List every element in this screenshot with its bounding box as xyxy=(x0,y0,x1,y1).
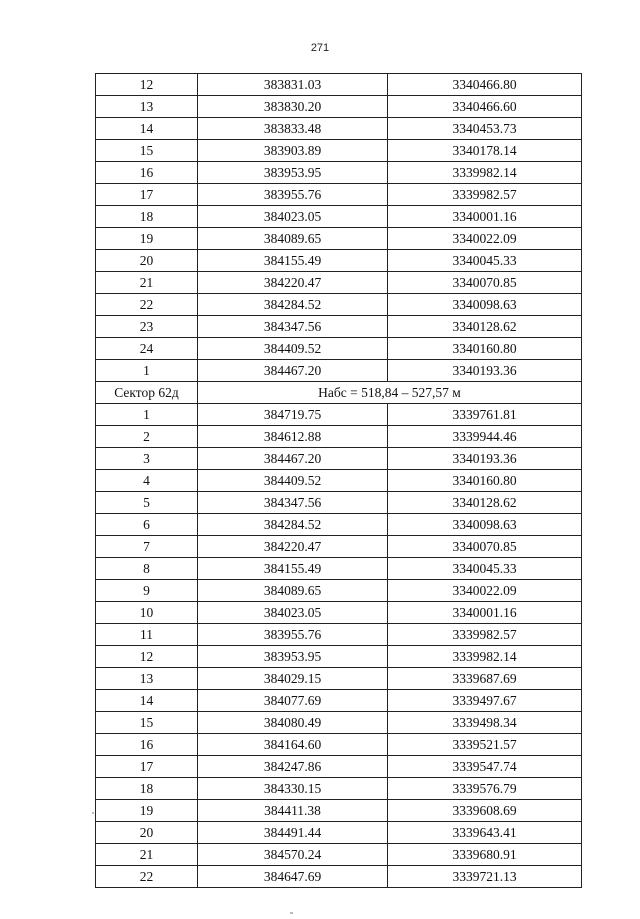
y-coordinate: 3340160.80 xyxy=(388,470,582,492)
point-number: 18 xyxy=(96,206,198,228)
page-number: 271 xyxy=(310,42,330,54)
coordinates-table xyxy=(95,73,582,888)
point-number: 18 xyxy=(96,778,198,800)
point-number: 13 xyxy=(96,668,198,690)
table-row xyxy=(96,184,582,206)
table-row xyxy=(96,316,582,338)
x-coordinate: 384570.24 xyxy=(198,844,388,866)
point-number: 3 xyxy=(96,448,198,470)
point-number: 22 xyxy=(96,294,198,316)
y-coordinate: 3340070.85 xyxy=(388,272,582,294)
table-row xyxy=(96,690,582,712)
point-number: 20 xyxy=(96,822,198,844)
table-row xyxy=(96,404,582,426)
point-number: 4 xyxy=(96,470,198,492)
x-coordinate: 383903.89 xyxy=(198,140,388,162)
table-row xyxy=(96,734,582,756)
table-row xyxy=(96,338,582,360)
point-number: 6 xyxy=(96,514,198,536)
point-number: 17 xyxy=(96,184,198,206)
x-coordinate: 384023.05 xyxy=(198,602,388,624)
y-coordinate: 3339982.57 xyxy=(388,184,582,206)
point-number: 21 xyxy=(96,272,198,294)
table-row xyxy=(96,536,582,558)
y-coordinate: 3339982.57 xyxy=(388,624,582,646)
y-coordinate: 3340466.60 xyxy=(388,96,582,118)
point-number: 1 xyxy=(96,404,198,426)
sector-label: Сектор 62д xyxy=(96,382,198,404)
y-coordinate: 3339982.14 xyxy=(388,162,582,184)
table-row xyxy=(96,778,582,800)
x-coordinate: 384467.20 xyxy=(198,448,388,470)
x-coordinate: 383955.76 xyxy=(198,624,388,646)
table-row xyxy=(96,140,582,162)
point-number: 19 xyxy=(96,228,198,250)
point-number: 2 xyxy=(96,426,198,448)
y-coordinate: 3339521.57 xyxy=(388,734,582,756)
y-coordinate: 3339721.13 xyxy=(388,866,582,888)
point-number: 22 xyxy=(96,866,198,888)
y-coordinate: 3339547.74 xyxy=(388,756,582,778)
table-row xyxy=(96,580,582,602)
scan-speck xyxy=(290,912,293,914)
x-coordinate: 384409.52 xyxy=(198,470,388,492)
y-coordinate: 3340453.73 xyxy=(388,118,582,140)
x-coordinate: 384089.65 xyxy=(198,580,388,602)
point-number: 13 xyxy=(96,96,198,118)
y-coordinate: 3340045.33 xyxy=(388,558,582,580)
x-coordinate: 384023.05 xyxy=(198,206,388,228)
x-coordinate: 384220.47 xyxy=(198,272,388,294)
table-row xyxy=(96,866,582,888)
scan-speck xyxy=(92,812,94,814)
table-row xyxy=(96,668,582,690)
x-coordinate: 384247.86 xyxy=(198,756,388,778)
x-coordinate: 384719.75 xyxy=(198,404,388,426)
table-row xyxy=(96,514,582,536)
point-number: 21 xyxy=(96,844,198,866)
x-coordinate: 384164.60 xyxy=(198,734,388,756)
table-row xyxy=(96,558,582,580)
y-coordinate: 3339576.79 xyxy=(388,778,582,800)
point-number: 10 xyxy=(96,602,198,624)
point-number: 15 xyxy=(96,140,198,162)
y-coordinate: 3340466.80 xyxy=(388,74,582,96)
table-row xyxy=(96,74,582,96)
table-row xyxy=(96,756,582,778)
table-row xyxy=(96,294,582,316)
table-row xyxy=(96,272,582,294)
x-coordinate: 384220.47 xyxy=(198,536,388,558)
x-coordinate: 384284.52 xyxy=(198,514,388,536)
sector-header-row xyxy=(96,382,582,404)
y-coordinate: 3339982.14 xyxy=(388,646,582,668)
x-coordinate: 384347.56 xyxy=(198,316,388,338)
table-row xyxy=(96,448,582,470)
y-coordinate: 3340001.16 xyxy=(388,206,582,228)
point-number: 16 xyxy=(96,734,198,756)
table-row xyxy=(96,712,582,734)
point-number: 5 xyxy=(96,492,198,514)
y-coordinate: 3340128.62 xyxy=(388,492,582,514)
x-coordinate: 384330.15 xyxy=(198,778,388,800)
point-number: 12 xyxy=(96,646,198,668)
point-number: 14 xyxy=(96,118,198,140)
y-coordinate: 3339944.46 xyxy=(388,426,582,448)
point-number: 20 xyxy=(96,250,198,272)
point-number: 8 xyxy=(96,558,198,580)
y-coordinate: 3340098.63 xyxy=(388,514,582,536)
table-row xyxy=(96,206,582,228)
point-number: 23 xyxy=(96,316,198,338)
point-number: 11 xyxy=(96,624,198,646)
point-number: 17 xyxy=(96,756,198,778)
x-coordinate: 384155.49 xyxy=(198,558,388,580)
y-coordinate: 3340045.33 xyxy=(388,250,582,272)
table-row xyxy=(96,470,582,492)
point-number: 9 xyxy=(96,580,198,602)
y-coordinate: 3340022.09 xyxy=(388,228,582,250)
point-number: 16 xyxy=(96,162,198,184)
y-coordinate: 3340001.16 xyxy=(388,602,582,624)
x-coordinate: 383830.20 xyxy=(198,96,388,118)
x-coordinate: 383831.03 xyxy=(198,74,388,96)
x-coordinate: 384029.15 xyxy=(198,668,388,690)
x-coordinate: 384155.49 xyxy=(198,250,388,272)
table-row xyxy=(96,822,582,844)
y-coordinate: 3340098.63 xyxy=(388,294,582,316)
y-coordinate: 3340193.36 xyxy=(388,448,582,470)
y-coordinate: 3339680.91 xyxy=(388,844,582,866)
x-coordinate: 384089.65 xyxy=(198,228,388,250)
x-coordinate: 384284.52 xyxy=(198,294,388,316)
y-coordinate: 3339498.34 xyxy=(388,712,582,734)
table-row xyxy=(96,800,582,822)
table-row xyxy=(96,162,582,184)
table-row xyxy=(96,360,582,382)
y-coordinate: 3339761.81 xyxy=(388,404,582,426)
table-row xyxy=(96,646,582,668)
point-number: 12 xyxy=(96,74,198,96)
x-coordinate: 383953.95 xyxy=(198,162,388,184)
x-coordinate: 384411.38 xyxy=(198,800,388,822)
y-coordinate: 3340022.09 xyxy=(388,580,582,602)
x-coordinate: 384077.69 xyxy=(198,690,388,712)
x-coordinate: 384080.49 xyxy=(198,712,388,734)
x-coordinate: 384491.44 xyxy=(198,822,388,844)
table-row xyxy=(96,228,582,250)
coordinates-table-body xyxy=(96,74,582,888)
point-number: 15 xyxy=(96,712,198,734)
table-row xyxy=(96,602,582,624)
y-coordinate: 3340160.80 xyxy=(388,338,582,360)
y-coordinate: 3340178.14 xyxy=(388,140,582,162)
table-row xyxy=(96,844,582,866)
sector-height-range: Набс = 518,84 – 527,57 м xyxy=(198,382,582,404)
table-row xyxy=(96,96,582,118)
table-row xyxy=(96,118,582,140)
point-number: 14 xyxy=(96,690,198,712)
x-coordinate: 384409.52 xyxy=(198,338,388,360)
y-coordinate: 3340070.85 xyxy=(388,536,582,558)
x-coordinate: 384347.56 xyxy=(198,492,388,514)
table-row xyxy=(96,250,582,272)
x-coordinate: 384612.88 xyxy=(198,426,388,448)
y-coordinate: 3340193.36 xyxy=(388,360,582,382)
x-coordinate: 384467.20 xyxy=(198,360,388,382)
point-number: 1 xyxy=(96,360,198,382)
y-coordinate: 3339687.69 xyxy=(388,668,582,690)
x-coordinate: 383953.95 xyxy=(198,646,388,668)
table-row xyxy=(96,624,582,646)
point-number: 7 xyxy=(96,536,198,558)
table-row xyxy=(96,426,582,448)
x-coordinate: 383833.48 xyxy=(198,118,388,140)
y-coordinate: 3339643.41 xyxy=(388,822,582,844)
table-row xyxy=(96,492,582,514)
point-number: 24 xyxy=(96,338,198,360)
y-coordinate: 3339497.67 xyxy=(388,690,582,712)
point-number: 19 xyxy=(96,800,198,822)
y-coordinate: 3340128.62 xyxy=(388,316,582,338)
x-coordinate: 384647.69 xyxy=(198,866,388,888)
y-coordinate: 3339608.69 xyxy=(388,800,582,822)
x-coordinate: 383955.76 xyxy=(198,184,388,206)
